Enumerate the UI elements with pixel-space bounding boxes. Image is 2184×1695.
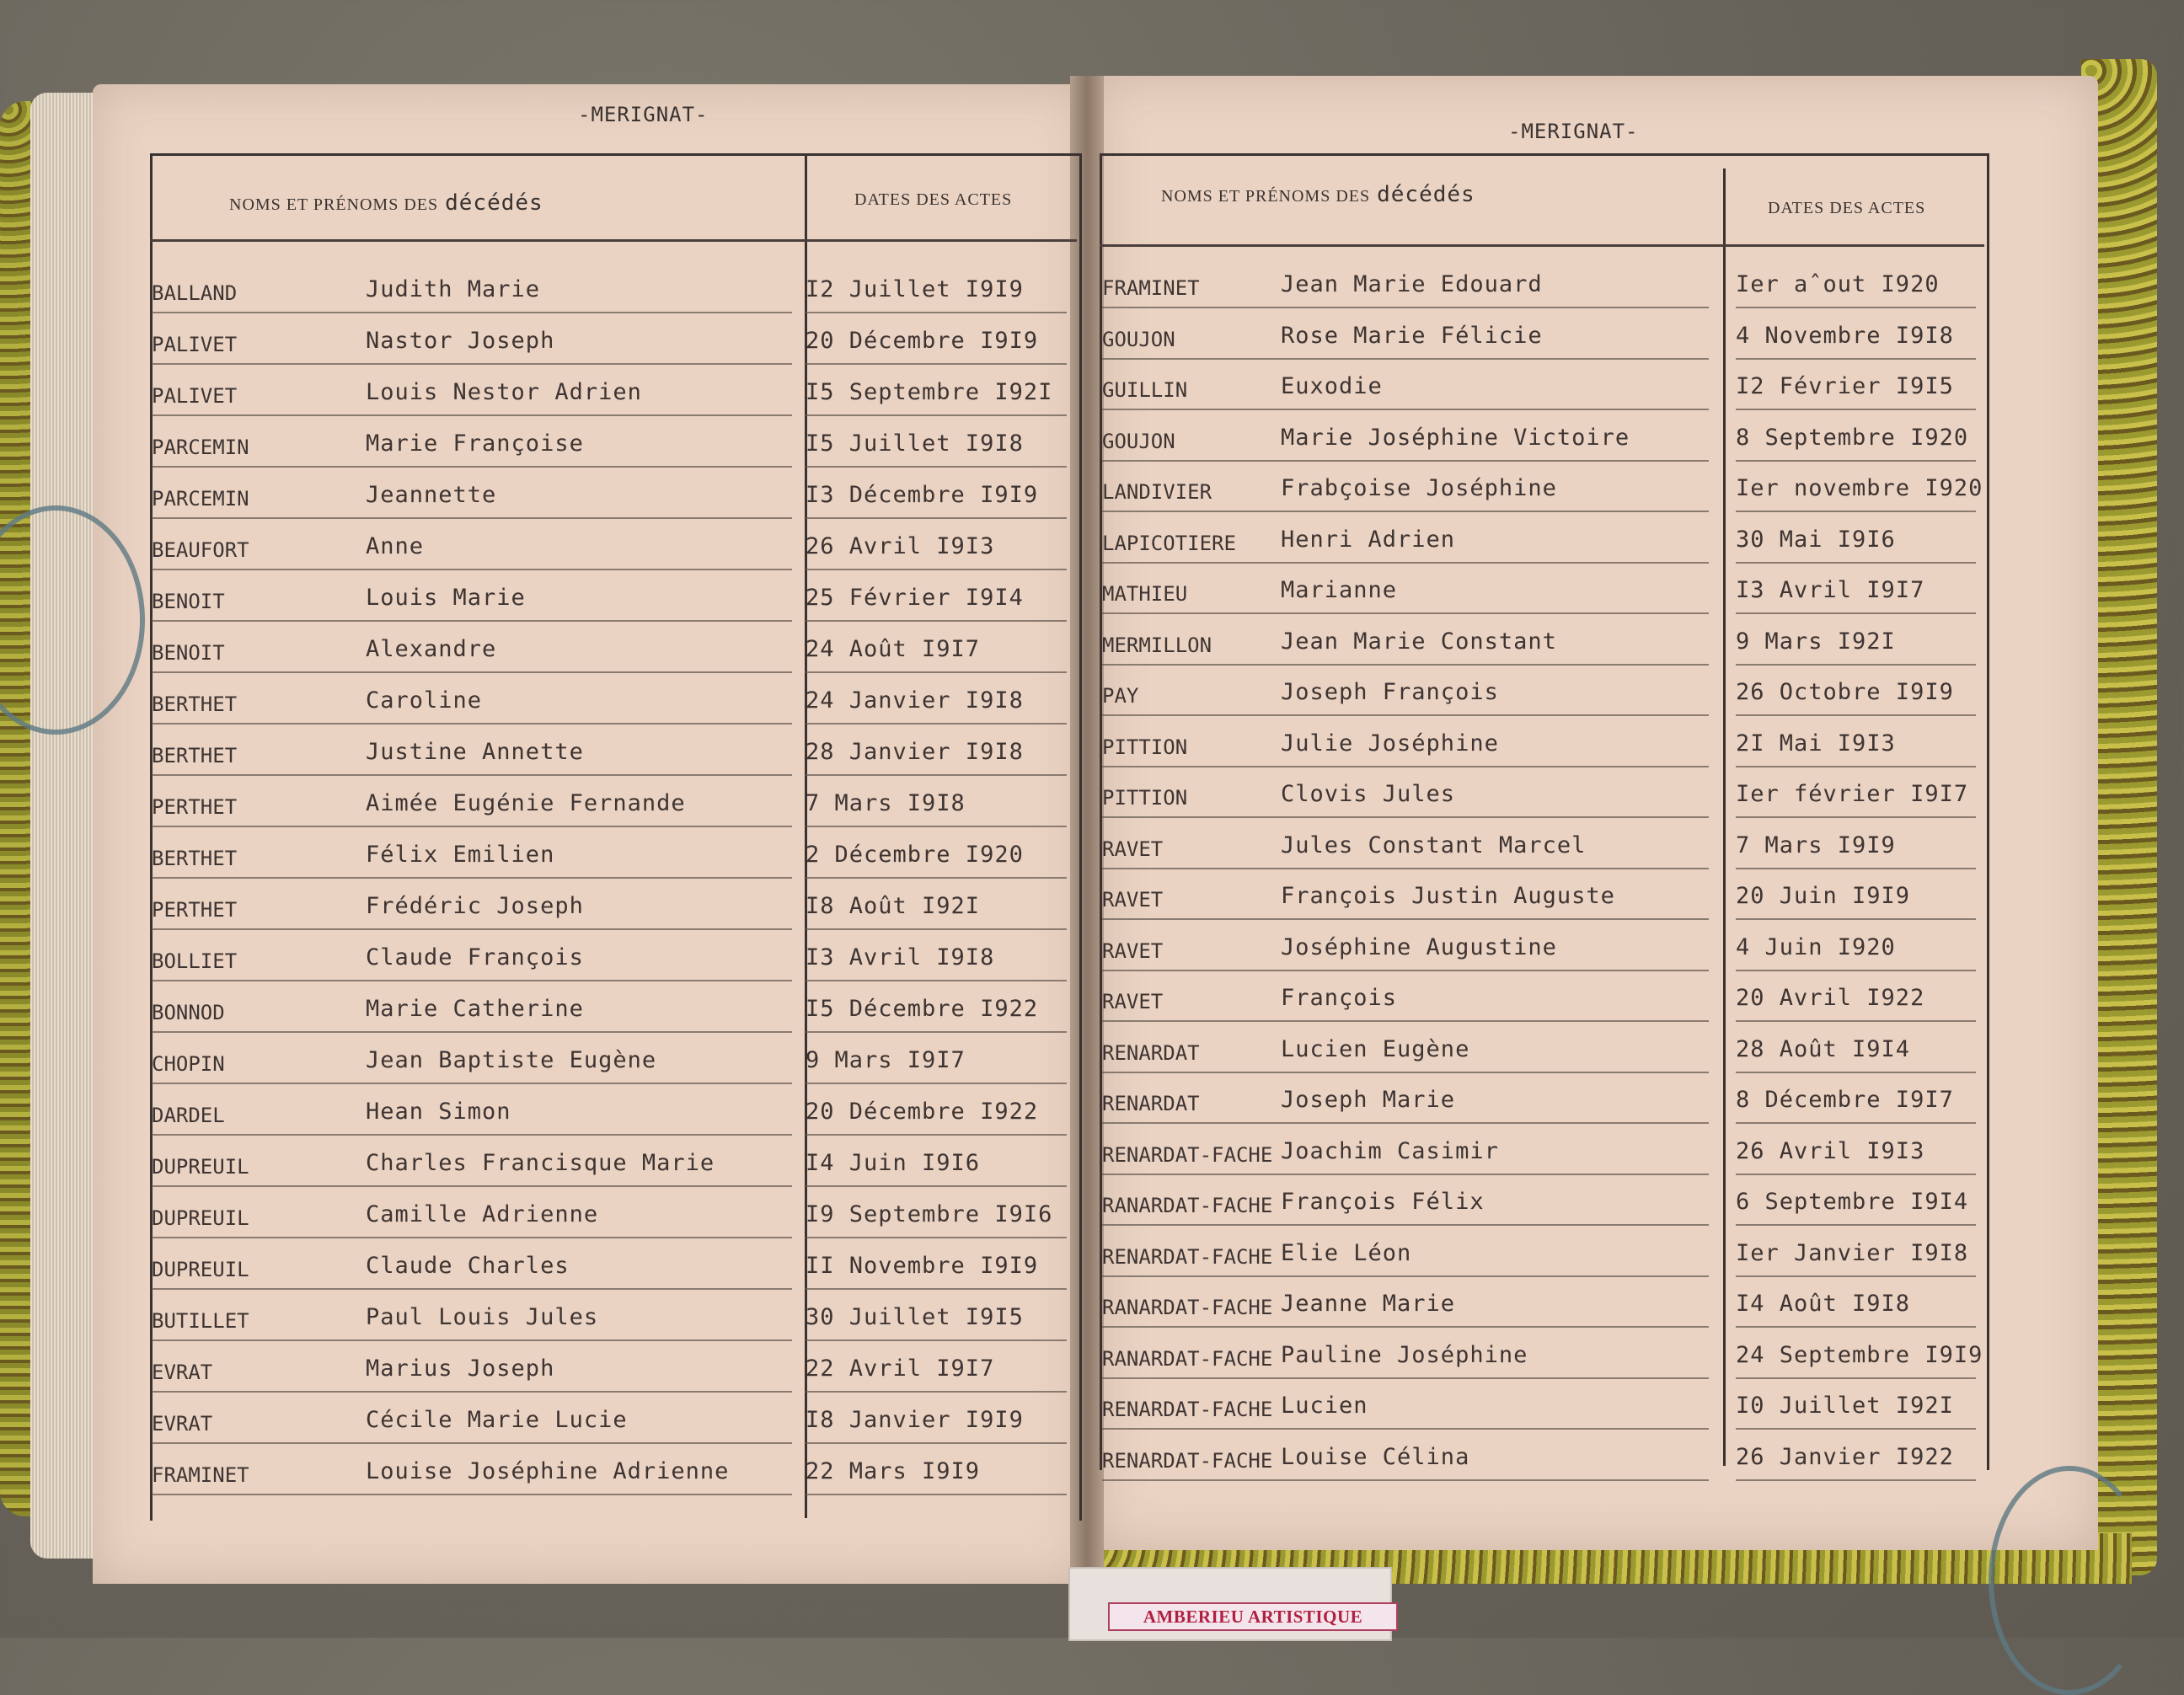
row-rule-names [1102, 1020, 1709, 1022]
register-surname: PITTION [1102, 735, 1188, 759]
register-act-date: 9 Mars I9I7 [806, 1047, 966, 1073]
register-surname: EVRAT [152, 1412, 213, 1436]
register-surname: DARDEL [152, 1104, 225, 1127]
register-given-names: François [1281, 985, 1398, 1011]
row-rule-names [1102, 409, 1709, 410]
register-surname: LAPICOTIERE [1102, 531, 1236, 555]
row-rule-names [152, 774, 792, 776]
row-rule-dates [1736, 918, 1976, 920]
register-given-names: Camille Adrienne [366, 1201, 599, 1227]
register-surname: BENOIT [152, 641, 225, 665]
register-given-names: Joachim Casimir [1281, 1137, 1499, 1164]
register-act-date: 4 Juin I920 [1736, 933, 1896, 960]
register-surname: EVRAT [152, 1361, 213, 1384]
register-given-names: Elie Léon [1281, 1239, 1412, 1266]
register-surname: RENARDAT-FACHE [1102, 1142, 1273, 1167]
register-row [0, 577, 2184, 618]
register-surname: RENARDAT-FACHE [1102, 1244, 1273, 1269]
row-rule-dates [1736, 664, 1976, 666]
row-rule-dates [1736, 1072, 1976, 1073]
register-act-date: 26 Avril I9I3 [806, 533, 995, 559]
register-row [0, 781, 2184, 821]
register-surname: LANDIVIER [1102, 480, 1212, 504]
register-act-date: 22 Mars I9I9 [806, 1458, 981, 1484]
register-act-date: I5 Juillet I9I8 [806, 430, 1024, 457]
register-act-date: II Novembre I9I9 [806, 1253, 1039, 1279]
row-rule-dates [806, 671, 1067, 673]
row-rule-dates [1736, 970, 1976, 971]
left-header-names-prefix: NOMS ET PRÉNOMS DES [229, 195, 439, 214]
row-rule-names [1102, 511, 1709, 512]
row-rule-names [152, 1031, 792, 1033]
register-surname: BERTHET [152, 847, 238, 870]
register-act-date: 20 Décembre I922 [806, 1099, 1039, 1125]
register-act-date: 24 Septembre I9I9 [1736, 1341, 1983, 1368]
row-rule-dates [806, 1134, 1067, 1136]
row-rule-names [1102, 1275, 1709, 1277]
register-surname: DUPREUIL [152, 1155, 249, 1179]
spine-label: AMBERIEU ARTISTIQUE [1108, 1602, 1398, 1631]
register-row [0, 527, 2184, 567]
register-surname: PITTION [1102, 786, 1188, 810]
row-rule-names [152, 363, 792, 365]
register-act-date: 2I Mai I9I3 [1736, 730, 1896, 757]
register-row [0, 679, 2184, 719]
row-rule-names [152, 620, 792, 622]
register-surname: BERTHET [152, 744, 238, 767]
register-surname: RENARDAT-FACHE [1102, 1398, 1273, 1421]
register-act-date: Ier Janvier I9I8 [1736, 1239, 1969, 1266]
register-act-date: 30 Juillet I9I5 [806, 1304, 1024, 1330]
register-surname: BEAUFORT [152, 538, 249, 562]
register-act-date: I4 Août I9I8 [1736, 1291, 1911, 1317]
register-act-date: I3 Avril I9I8 [806, 944, 995, 970]
row-rule-dates [1736, 612, 1976, 614]
row-rule-names [152, 980, 792, 981]
register-row [0, 271, 2184, 312]
register-given-names: Anne [366, 533, 425, 559]
register-surname: PARCEMIN [152, 436, 249, 459]
register-given-names: François Justin Auguste [1281, 883, 1615, 909]
register-given-names: Jean Marie Constant [1281, 628, 1557, 655]
register-act-date: I3 Décembre I9I9 [806, 482, 1039, 508]
register-surname: PERTHET [152, 795, 238, 819]
row-rule-names [1102, 970, 1709, 971]
register-row [0, 1189, 2184, 1229]
register-act-date: 7 Mars I9I8 [806, 790, 966, 816]
register-given-names: Lucien Eugène [1281, 1035, 1470, 1062]
register-given-names: Paul Louis Jules [366, 1304, 599, 1330]
left-header-dates: DATES DES ACTES [854, 190, 1013, 209]
register-act-date: I0 Juillet I92I [1736, 1393, 1954, 1419]
row-rule-names [1102, 918, 1709, 920]
register-given-names: Cécile Marie Lucie [366, 1407, 628, 1433]
register-given-names: Julie Joséphine [1281, 730, 1499, 757]
register-act-date: 20 Juin I9I9 [1736, 883, 1911, 909]
right-header-names-type: décédés [1377, 182, 1475, 207]
register-surname: BERTHET [152, 692, 238, 716]
register-row [0, 373, 2184, 414]
row-rule-dates [1736, 562, 1976, 564]
register-given-names: Jules Constant Marcel [1281, 831, 1587, 858]
row-rule-names [152, 569, 792, 570]
row-rule-dates [1736, 1224, 1976, 1226]
register-act-date: 2 Décembre I920 [806, 842, 1024, 868]
register-act-date: 20 Avril I922 [1736, 985, 1925, 1011]
row-rule-dates [806, 1288, 1067, 1290]
row-rule-names [1102, 1072, 1709, 1073]
register-surname: RANARDAT-FACHE [1102, 1346, 1273, 1371]
register-act-date: 26 Janvier I922 [1736, 1443, 1954, 1470]
register-surname: RANARDAT-FACHE [1102, 1194, 1273, 1217]
register-given-names: Lucien [1281, 1393, 1368, 1419]
register-given-names: Pauline Joséphine [1281, 1341, 1528, 1368]
row-rule-dates [806, 466, 1067, 468]
row-rule-names [152, 517, 792, 519]
register-given-names: François Félix [1281, 1189, 1485, 1215]
register-surname: DUPREUIL [152, 1258, 249, 1281]
register-act-date: Ier aˆout I920 [1736, 271, 1940, 297]
register-surname: BOLLIET [152, 949, 238, 973]
row-rule-names [1102, 307, 1709, 308]
register-act-date: 28 Janvier I9I8 [806, 739, 1024, 765]
register-row [0, 1393, 2184, 1433]
row-rule-dates [806, 312, 1067, 313]
right-header-names [1161, 182, 1475, 207]
register-given-names: Euxodie [1281, 373, 1383, 399]
register-row [0, 730, 2184, 771]
register-given-names: Jeanne Marie [1281, 1291, 1456, 1317]
register-act-date: 25 Février I9I4 [806, 585, 1024, 611]
row-rule-dates [1736, 409, 1976, 410]
left-header-names [229, 190, 543, 216]
register-row [0, 425, 2184, 465]
register-given-names: Joseph Marie [1281, 1087, 1456, 1113]
register-row [0, 1291, 2184, 1331]
row-rule-dates [1736, 868, 1976, 869]
row-rule-names [152, 1134, 792, 1136]
row-rule-dates [806, 517, 1067, 519]
register-act-date: I4 Juin I9I6 [806, 1150, 981, 1176]
register-act-date: 26 Avril I9I3 [1736, 1137, 1925, 1164]
register-act-date: Ier novembre I920 [1736, 475, 1983, 501]
register-given-names: Jean Baptiste Eugène [366, 1047, 657, 1073]
register-act-date: 6 Septembre I9I4 [1736, 1189, 1969, 1215]
row-rule-names [152, 723, 792, 725]
row-rule-dates [1736, 1174, 1976, 1175]
row-rule-dates [806, 1083, 1067, 1084]
row-rule-dates [806, 620, 1067, 622]
register-given-names: Joseph François [1281, 679, 1499, 705]
row-rule-names [152, 1288, 792, 1290]
register-act-date: 24 Janvier I9I8 [806, 687, 1024, 714]
row-rule-names [1102, 1377, 1709, 1379]
register-surname: GOUJON [1102, 327, 1175, 351]
bookmark-string-right [1989, 1466, 2150, 1695]
row-rule-dates [806, 774, 1067, 776]
register-given-names: Marie Joséphine Victoire [1281, 424, 1630, 451]
row-rule-dates [1736, 307, 1976, 308]
register-given-names: Marianne [1281, 577, 1398, 603]
row-rule-dates [1736, 714, 1976, 716]
row-rule-names [1102, 460, 1709, 462]
register-act-date: 26 Octobre I9I9 [1736, 679, 1954, 705]
register-row [0, 323, 2184, 363]
register-act-date: Ier février I9I7 [1736, 781, 1969, 807]
register-act-date: 4 Novembre I9I8 [1736, 322, 1954, 349]
row-rule-names [152, 826, 792, 827]
register-given-names: Joséphine Augustine [1281, 933, 1557, 960]
row-rule-dates [806, 414, 1067, 416]
register-given-names: Jean Marie Edouard [1281, 271, 1543, 297]
register-given-names: Charles Francisque Marie [366, 1150, 715, 1176]
row-rule-dates [806, 877, 1067, 879]
row-rule-names [1102, 868, 1709, 869]
register-given-names: Marius Joseph [366, 1355, 555, 1382]
register-act-date: 28 Août I9I4 [1736, 1035, 1911, 1062]
row-rule-dates [806, 363, 1067, 365]
register-given-names: Jeannette [366, 482, 497, 508]
register-surname: GOUJON [1102, 429, 1175, 453]
register-surname: BALLAND [152, 281, 238, 305]
register-given-names: Clovis Jules [1281, 781, 1456, 807]
row-rule-names [1102, 1174, 1709, 1175]
row-rule-names [152, 414, 792, 416]
register-row [0, 1087, 2184, 1127]
row-rule-names [1102, 664, 1709, 666]
register-given-names: Justine Annette [366, 739, 584, 765]
register-act-date: I2 Juillet I9I9 [806, 276, 1024, 302]
register-surname: GUILLIN [1102, 378, 1188, 402]
register-given-names: Alexandre [366, 636, 497, 662]
left-header-names-type: décédés [445, 190, 543, 216]
register-surname: RAVET [1102, 888, 1164, 912]
row-rule-names [152, 928, 792, 930]
register-given-names: Judith Marie [366, 276, 541, 302]
register-surname: RENARDAT [1102, 1092, 1200, 1115]
register-surname: PERTHET [152, 898, 238, 922]
register-row [0, 1240, 2184, 1281]
row-rule-dates [806, 723, 1067, 725]
register-act-date: 8 Décembre I9I7 [1736, 1087, 1954, 1113]
register-surname: RAVET [1102, 938, 1164, 963]
register-row [0, 934, 2184, 975]
row-rule-names [152, 312, 792, 313]
row-rule-dates [1736, 1122, 1976, 1124]
register-surname: MERMILLON [1102, 633, 1212, 657]
register-given-names: Aimée Eugénie Fernande [366, 790, 686, 816]
register-act-date: I5 Septembre I92I [806, 379, 1053, 405]
register-surname: DUPREUIL [152, 1206, 249, 1230]
row-rule-dates [1736, 1479, 1976, 1481]
right-header-dates: DATES DES ACTES [1768, 199, 1926, 217]
row-rule-names [1102, 1428, 1709, 1430]
left-header-rule [150, 239, 1077, 242]
row-rule-names [1102, 1224, 1709, 1226]
register-given-names: Claude François [366, 944, 584, 970]
row-rule-dates [1736, 511, 1976, 512]
row-rule-dates [806, 928, 1067, 930]
row-rule-dates [806, 569, 1067, 570]
register-given-names: Louis Marie [366, 585, 526, 611]
register-given-names: Félix Emilien [366, 842, 555, 868]
register-surname: PAY [1102, 684, 1139, 708]
register-act-date: I3 Avril I9I7 [1736, 577, 1925, 603]
register-row [0, 1444, 2184, 1484]
register-surname: PALIVET [152, 333, 238, 356]
register-act-date: I5 Décembre I922 [806, 996, 1039, 1022]
register-act-date: I9 Septembre I9I6 [806, 1201, 1053, 1227]
row-rule-dates [1736, 460, 1976, 462]
register-surname: PALIVET [152, 384, 238, 408]
register-surname: RAVET [1102, 837, 1164, 861]
register-row [0, 985, 2184, 1025]
row-rule-names [1102, 1479, 1709, 1481]
row-rule-names [152, 877, 792, 879]
register-row [0, 1036, 2184, 1077]
row-rule-names [1102, 612, 1709, 614]
row-rule-names [1102, 766, 1709, 767]
register-row [0, 1342, 2184, 1382]
row-rule-dates [1736, 1020, 1976, 1022]
row-rule-names [1102, 816, 1709, 818]
row-rule-names [1102, 714, 1709, 716]
register-given-names: Caroline [366, 687, 483, 714]
row-rule-names [152, 1083, 792, 1084]
register-act-date: 20 Décembre I9I9 [806, 328, 1039, 354]
row-rule-dates [1736, 766, 1976, 767]
row-rule-dates [806, 1031, 1067, 1033]
register-surname: RAVET [1102, 990, 1164, 1013]
register-surname: CHOPIN [152, 1052, 225, 1076]
row-rule-dates [806, 1237, 1067, 1238]
register-surname: BONNOD [152, 1001, 225, 1024]
register-given-names: Marie Françoise [366, 430, 584, 457]
row-rule-dates [1736, 816, 1976, 818]
register-row [0, 1138, 2184, 1179]
register-row [0, 475, 2184, 516]
register-given-names: Rose Marie Félicie [1281, 322, 1543, 349]
register-surname: PARCEMIN [152, 487, 249, 511]
right-header-names-prefix: NOMS ET PRÉNOMS DES [1161, 187, 1371, 206]
row-rule-dates [806, 980, 1067, 981]
register-surname: RENARDAT [1102, 1040, 1200, 1065]
register-given-names: Frédéric Joseph [366, 893, 584, 919]
row-rule-dates [806, 1185, 1067, 1187]
register-row [0, 628, 2184, 669]
register-given-names: Marie Catherine [366, 996, 584, 1022]
register-surname: RENARDAT-FACHE [1102, 1448, 1273, 1473]
row-rule-names [152, 1494, 792, 1495]
register-act-date: I8 Janvier I9I9 [806, 1407, 1024, 1433]
row-rule-names [1102, 562, 1709, 564]
register-row [0, 832, 2184, 873]
register-given-names: Claude Charles [366, 1253, 570, 1279]
right-header-rule [1100, 244, 1984, 247]
row-rule-names [1102, 1326, 1709, 1328]
register-given-names: Frabçoise Joséphine [1281, 475, 1557, 501]
row-rule-names [152, 1237, 792, 1238]
row-rule-names [1102, 358, 1709, 360]
register-given-names: Hean Simon [366, 1099, 511, 1125]
row-rule-names [152, 1185, 792, 1187]
register-surname: FRAMINET [152, 1463, 249, 1487]
register-given-names: Louise Célina [1281, 1443, 1470, 1470]
register-given-names: Henri Adrien [1281, 526, 1456, 553]
row-rule-names [1102, 1122, 1709, 1124]
register-act-date: 22 Avril I9I7 [806, 1355, 995, 1382]
row-rule-dates [806, 1494, 1067, 1495]
register-given-names: Louise Joséphine Adrienne [366, 1458, 730, 1484]
row-rule-dates [806, 826, 1067, 827]
right-page-title: -MERIGNAT- [1508, 120, 1639, 143]
register-act-date: 9 Mars I92I [1736, 628, 1896, 655]
register-act-date: 30 Mai I9I6 [1736, 526, 1896, 553]
row-rule-names [152, 466, 792, 468]
row-rule-dates [1736, 1377, 1976, 1379]
register-surname: RANARDAT-FACHE [1102, 1296, 1273, 1319]
register-surname: BUTILLET [152, 1309, 249, 1333]
register-act-date: I8 Août I92I [806, 893, 981, 919]
left-page-title: -MERIGNAT- [578, 103, 709, 126]
register-act-date: 8 Septembre I920 [1736, 424, 1969, 451]
register-act-date: 24 Août I9I7 [806, 636, 981, 662]
register-surname: BENOIT [152, 590, 225, 613]
register-given-names: Louis Nestor Adrien [366, 379, 642, 405]
register-row [0, 883, 2184, 923]
row-rule-dates [1736, 358, 1976, 360]
register-act-date: 7 Mars I9I9 [1736, 831, 1896, 858]
row-rule-dates [1736, 1428, 1976, 1430]
row-rule-dates [1736, 1275, 1976, 1277]
row-rule-names [152, 671, 792, 673]
register-act-date: I2 Février I9I5 [1736, 373, 1954, 399]
register-surname: MATHIEU [1102, 582, 1188, 606]
register-surname: FRAMINET [1102, 276, 1200, 300]
row-rule-dates [1736, 1326, 1976, 1328]
register-given-names: Nastor Joseph [366, 328, 555, 354]
